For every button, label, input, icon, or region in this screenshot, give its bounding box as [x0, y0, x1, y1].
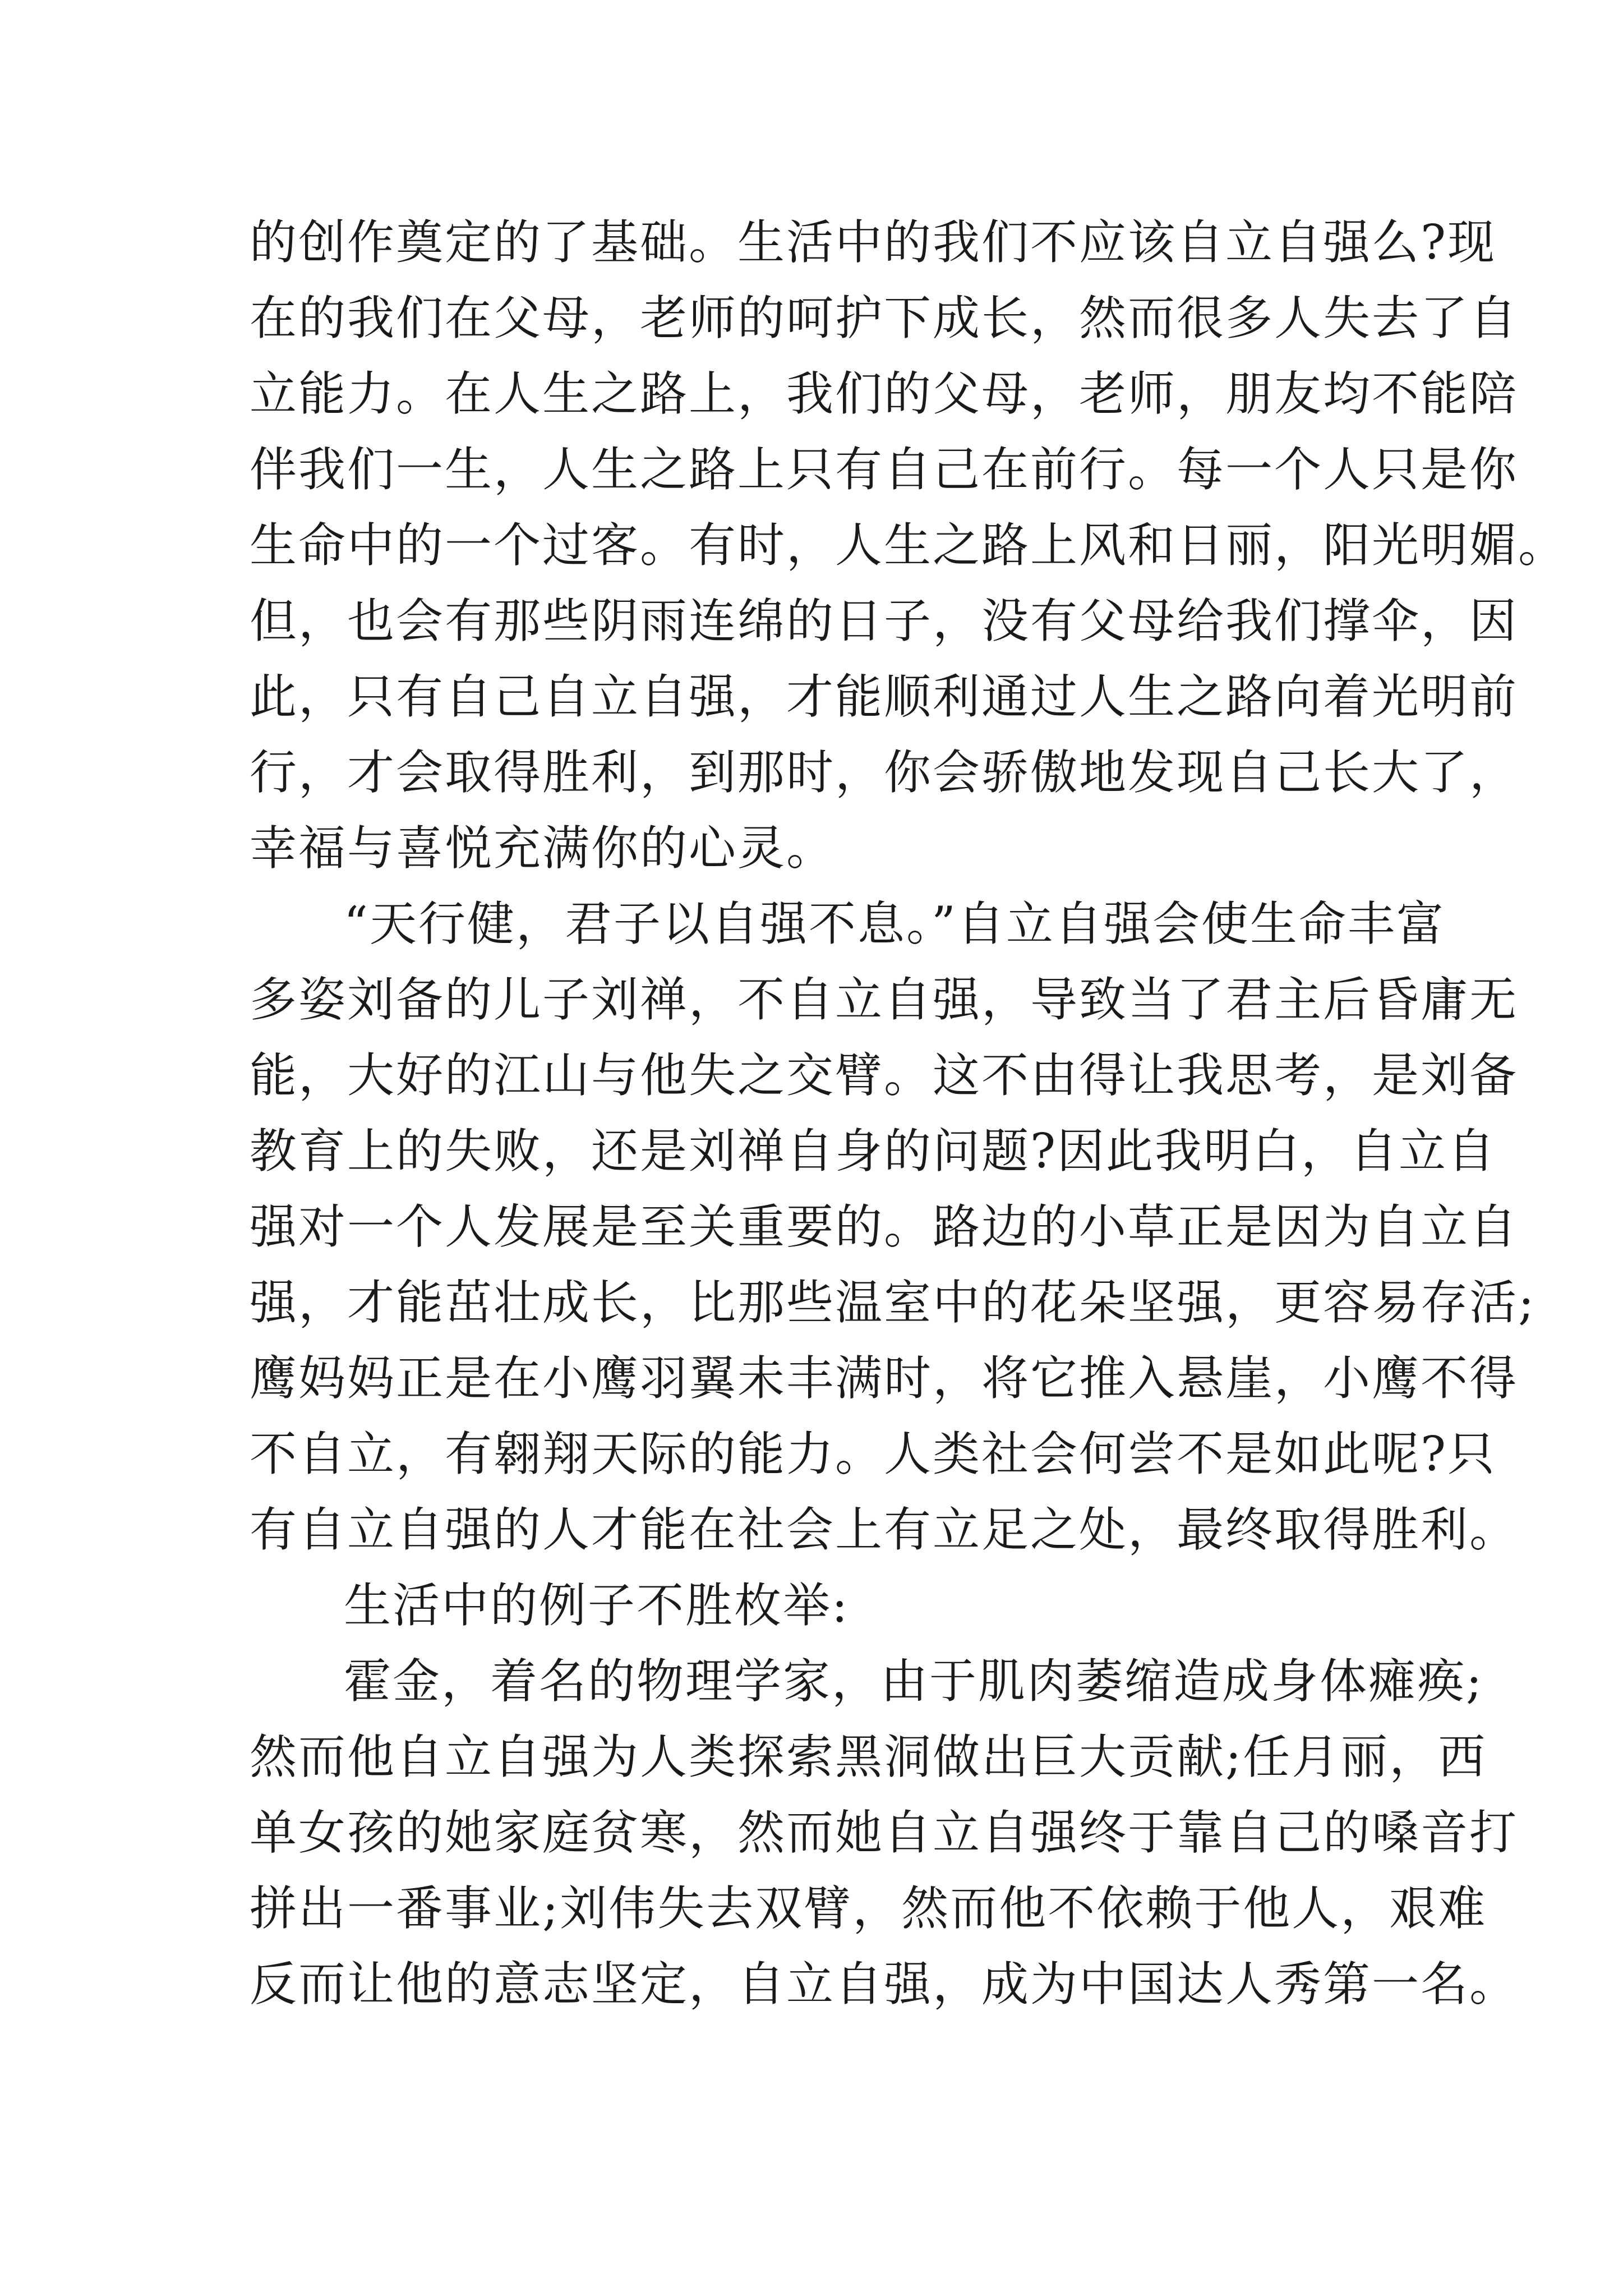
text-line: 伴我们一生，人生之路上只有自己在前行。每一个人只是你 [250, 442, 1519, 497]
text-line: 生命中的一个过客。有时，人生之路上风和日丽，阳光明媚。 [250, 518, 1567, 573]
paragraph-start-line: 生活中的例子不胜枚举: [344, 1578, 850, 1633]
text-line: 单女孩的她家庭贫寒，然而她自立自强终于靠自己的嗓音打 [250, 1805, 1519, 1860]
text-line: 行，才会取得胜利，到那时，你会骄傲地发现自己长大了， [250, 745, 1519, 800]
text-line: 能，大好的江山与他失之交臂。这不由得让我思考，是刘备 [250, 1048, 1519, 1103]
text-line: 强对一个人发展是至关重要的。路边的小草正是因为自立自 [250, 1199, 1519, 1254]
text-line: 立能力。在人生之路上，我们的父母，老师，朋友均不能陪 [250, 366, 1519, 421]
body-text [250, 205, 1567, 2022]
text-line: 此，只有自己自立自强，才能顺利通过人生之路向着光明前 [250, 669, 1519, 724]
text-line: 多姿刘备的儿子刘禅，不自立自强，导致当了君主后昏庸无 [250, 972, 1519, 1027]
text-line: 但，也会有那些阴雨连绵的日子，没有父母给我们撑伞，因 [250, 593, 1519, 648]
text-line: 拼出一番事业;刘伟失去双臂，然而他不依赖于他人，艰难 [250, 1881, 1487, 1936]
text-line: 然而他自立自强为人类探索黑洞做出巨大贡献;任月丽，西 [250, 1729, 1487, 1784]
text-line: 鹰妈妈正是在小鹰羽翼未丰满时，将它推入悬崖，小鹰不得 [250, 1351, 1519, 1406]
text-line: 的创作奠定的了基础。生活中的我们不应该自立自强么?现 [250, 215, 1497, 270]
text-line: 教育上的失败，还是刘禅自身的问题?因此我明白，自立自 [250, 1124, 1497, 1179]
text-line: 不自立，有翱翔天际的能力。人类社会何尝不是如此呢?只 [250, 1427, 1497, 1481]
text-line: 反而让他的意志坚定，自立自强，成为中国达人秀第一名。 [250, 1957, 1519, 2012]
paragraph-start-line: 霍金，着名的物理学家，由于肌肉萎缩造成身体瘫痪; [344, 1654, 1484, 1709]
text-line: 幸福与喜悦充满你的心灵。 [250, 821, 836, 876]
text-line: 有自立自强的人才能在社会上有立足之处，最终取得胜利。 [250, 1502, 1519, 1557]
text-line: 在的我们在父母，老师的呵护下成长，然而很多人失去了自 [250, 291, 1519, 346]
paragraph-start-line: “天行健，君子以自强不息。”自立自强会使生命丰富 [344, 896, 1445, 951]
text-line: 强，才能茁壮成长，比那些温室中的花朵坚强，更容易存活; [250, 1275, 1536, 1330]
